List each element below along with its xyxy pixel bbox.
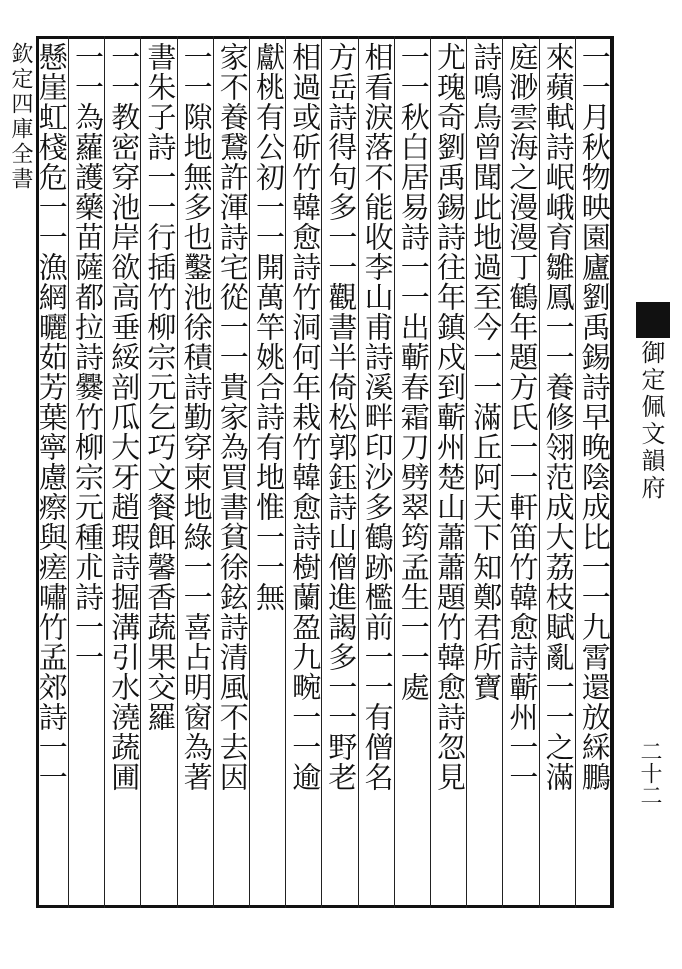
text-column: 相過或斫竹韓愈詩竹洞何年栽竹韓愈詩樹蘭盈九畹一一逾	[288, 42, 323, 792]
text-column: 詩鳴鳥曾聞此地過至今一一滿丘阿天下知鄭君所寶	[469, 42, 504, 702]
text-column: 方岳詩得句多一一觀書半倚松郭鈺詩山僧進謁多一一野老	[324, 42, 359, 792]
text-column: 一一教密穿池岸欲高垂綏剖瓜大牙趙瑕詩掘溝引水澆蔬圃	[107, 42, 142, 792]
page-label: 欽定四庫全書	[8, 42, 33, 192]
text-column: 懸崖虹棧危一一漁網曬茹芳葉寧慮瘵與瘥嘯竹孟郊詩一一	[34, 42, 69, 792]
text-column: 一一月秋物映園廬劉禹錫詩早晚陰成比一一九霄還放綵鵬	[577, 42, 612, 792]
book-sidebar	[628, 40, 678, 920]
text-column: 相看淚落不能收李山甫詩溪畔印沙多鶴跡檻前一一有僧名	[360, 42, 395, 792]
text-column: 一一為蘿護藥苗薩都拉詩爨竹柳宗元種朮詩一一	[71, 42, 105, 672]
book-title: 御定佩文韻府	[637, 340, 665, 502]
text-column: 一一隙地無多也鑿池徐積詩勤穿柬地綠一一喜占明窗為著	[179, 42, 214, 792]
text-column: 來蘋軾詩岷峨育雛鳳一一養修翎范成大荔枝賦亂一一之滿	[541, 42, 576, 792]
text-column: 一一秋白居易詩一一出蘄春霜刀劈翠筠孟生一一處	[396, 42, 431, 702]
page-number: 二十二	[637, 740, 662, 806]
text-column: 書朱子詩一一行插竹柳宗元乞巧文餐餌馨香蔬果交羅	[143, 42, 178, 732]
text-column: 尤瑰奇劉禹錫詩往年鎮戍到蘄州楚山蕭蕭題竹韓愈詩忽見	[433, 42, 467, 792]
fishtail-mark	[636, 302, 670, 338]
text-column: 家不養鵞許渾詩宅從一一貴家為買書貧徐鉉詩清風不去因	[215, 42, 250, 792]
text-column: 獻桃有公初一一開萬竿姚合詩有地惟一一無	[252, 42, 286, 612]
text-column: 庭渺雲海之漫漫丁鶴年題方氏一一軒笛竹韓愈詩蘄州一一	[505, 42, 540, 792]
